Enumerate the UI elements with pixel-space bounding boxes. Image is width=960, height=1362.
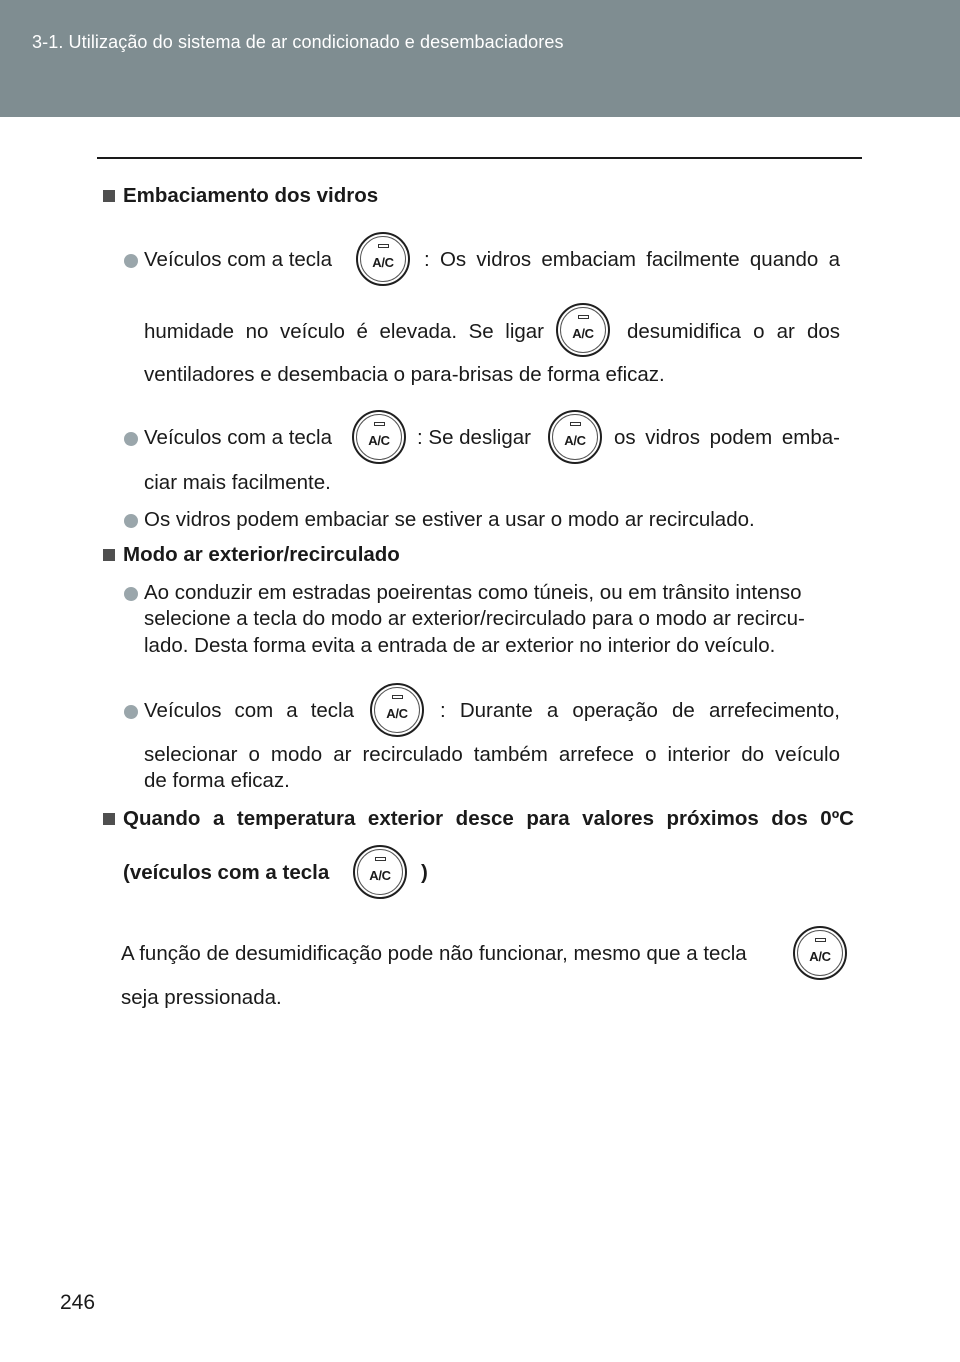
ac-button-icon (352, 410, 406, 464)
ac-button-icon (548, 410, 602, 464)
indicator-light-icon (815, 938, 826, 942)
fogging-b1-text: desumidifica o ar dos (627, 320, 840, 343)
fogging-b2-text: Veículos com a tecla (144, 426, 333, 449)
section-title-cold: ) (421, 861, 428, 884)
fogging-b2-text: : Se desligar (417, 426, 531, 449)
section-title-fogging: Embaciamento dos vidros (123, 184, 379, 207)
ac-button-icon (793, 926, 847, 980)
bullet-dot (124, 514, 138, 528)
ac-button-icon (356, 232, 410, 286)
fogging-b1-text: : Os vidros embaciam facilmente quando a (424, 248, 840, 271)
fogging-b1-text: humidade no veículo é elevada. Se ligar (144, 320, 544, 343)
outside-air-b2-text: selecionar o modo ar recirculado também arrefece o interior do veículo (144, 743, 840, 766)
section-divider (97, 157, 862, 159)
ac-icon-label: A/C (572, 326, 594, 341)
ac-button-icon (370, 683, 424, 737)
bullet-dot (124, 254, 138, 268)
indicator-light-icon (375, 857, 386, 861)
chapter-header (0, 0, 960, 117)
ac-button-icon (556, 303, 610, 357)
outside-air-b2-text: Veículos com a tecla (144, 699, 354, 722)
ac-icon-label: A/C (372, 255, 394, 270)
indicator-light-icon (374, 422, 385, 426)
outside-air-b1-text: lado. Desta forma evita a entrada de ar exterior no interior do veículo. (144, 634, 776, 657)
section-bullet-square (103, 549, 115, 561)
ac-icon-label: A/C (564, 433, 586, 448)
section-title-outside-air: Modo ar exterior/recirculado (123, 543, 400, 566)
ac-icon-label: A/C (368, 433, 390, 448)
indicator-light-icon (578, 315, 589, 319)
bullet-dot (124, 705, 138, 719)
bullet-dot (124, 587, 138, 601)
fogging-b2-text: ciar mais facilmente. (144, 471, 331, 494)
fogging-b3-text: Os vidros podem embaciar se estiver a usar o modo ar recirculado. (144, 508, 755, 531)
section-title-cold: (veículos com a tecla (123, 861, 330, 884)
page-number: 246 (60, 1291, 96, 1314)
outside-air-b2-text: : Durante a operação de arrefecimento, (440, 699, 840, 722)
chapter-title: 3-1. Utilização do sistema de ar condicionado e desembaciadores (32, 32, 564, 52)
ac-icon-label: A/C (809, 949, 831, 964)
bullet-dot (124, 432, 138, 446)
ac-button-icon (353, 845, 407, 899)
outside-air-b1-text: Ao conduzir em estradas poeirentas como túneis, ou em trânsito intenso (144, 581, 802, 604)
ac-icon-label: A/C (369, 868, 391, 883)
outside-air-b1-text: selecione a tecla do modo ar exterior/recirculado para o modo ar recircu- (144, 607, 805, 630)
ac-icon-label: A/C (386, 706, 408, 721)
cold-body-text: seja pressionada. (121, 986, 282, 1009)
fogging-b2-text: os vidros podem emba- (614, 426, 840, 449)
cold-body-text: A função de desumidificação pode não funcionar, mesmo que a tecla (121, 942, 747, 965)
section-bullet-square (103, 190, 115, 202)
outside-air-b2-text: de forma eficaz. (144, 769, 290, 792)
indicator-light-icon (392, 695, 403, 699)
section-title-cold: Quando a temperatura exterior desce para valores próximos dos 0ºC (123, 807, 854, 830)
fogging-b1-text: ventiladores e desembacia o para-brisas de forma eficaz. (144, 363, 665, 386)
indicator-light-icon (378, 244, 389, 248)
fogging-b1-text: Veículos com a tecla (144, 248, 333, 271)
section-bullet-square (103, 813, 115, 825)
indicator-light-icon (570, 422, 581, 426)
